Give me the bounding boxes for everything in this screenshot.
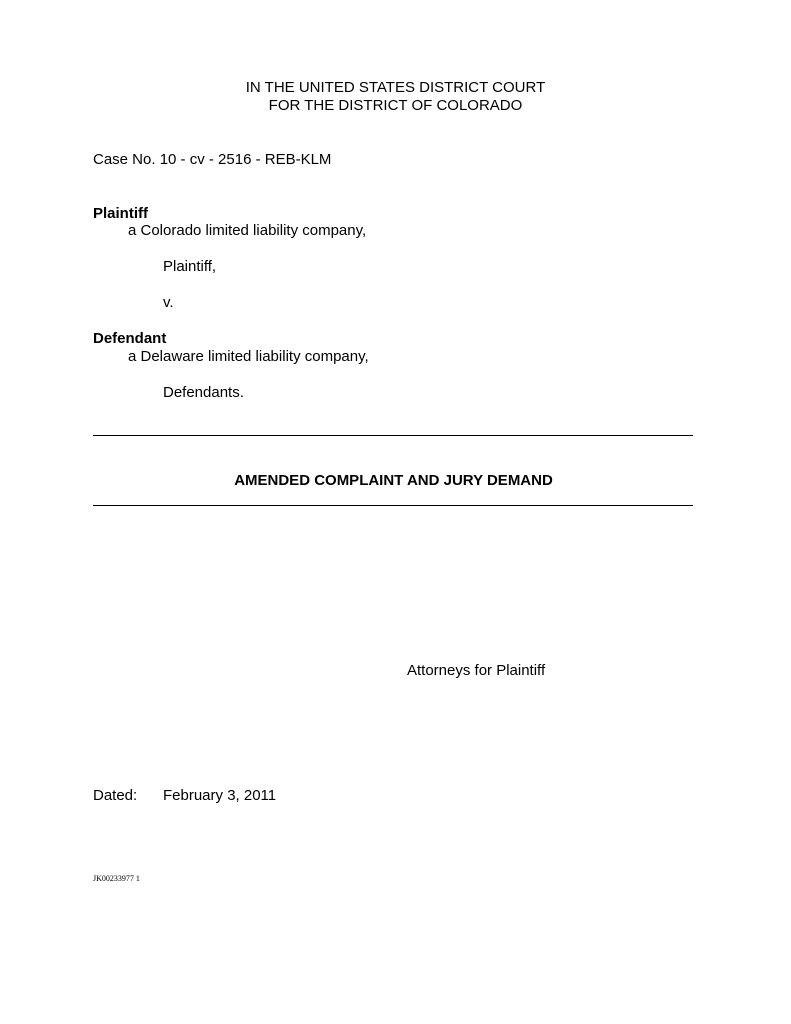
- plaintiff-name: Plaintiff: [93, 205, 148, 222]
- case-number: Case No. 10 - cv - 2516 - REB-KLM: [93, 151, 332, 168]
- defendant-name: Defendant: [93, 330, 167, 347]
- court-name-line-1: IN THE UNITED STATES DISTRICT COURT: [245, 79, 546, 96]
- versus-label: v.: [163, 294, 174, 311]
- document-id-code: JK00233977 1: [93, 874, 140, 883]
- title-top-rule: [93, 435, 693, 436]
- plaintiff-role: Plaintiff,: [163, 258, 217, 275]
- defendant-description: a Delaware limited liability company,: [128, 348, 369, 365]
- document-title: AMENDED COMPLAINT AND JURY DEMAND: [234, 472, 553, 489]
- defendant-role: Defendants.: [163, 384, 244, 401]
- plaintiff-description: a Colorado limited liability company,: [128, 222, 367, 239]
- attorneys-signature-label: Attorneys for Plaintiff: [407, 662, 546, 679]
- title-bottom-rule: [93, 505, 693, 506]
- dated-label: Dated:: [93, 787, 138, 804]
- court-name-line-2: FOR THE DISTRICT OF COLORADO: [268, 97, 523, 114]
- dated-value: February 3, 2011: [163, 787, 277, 804]
